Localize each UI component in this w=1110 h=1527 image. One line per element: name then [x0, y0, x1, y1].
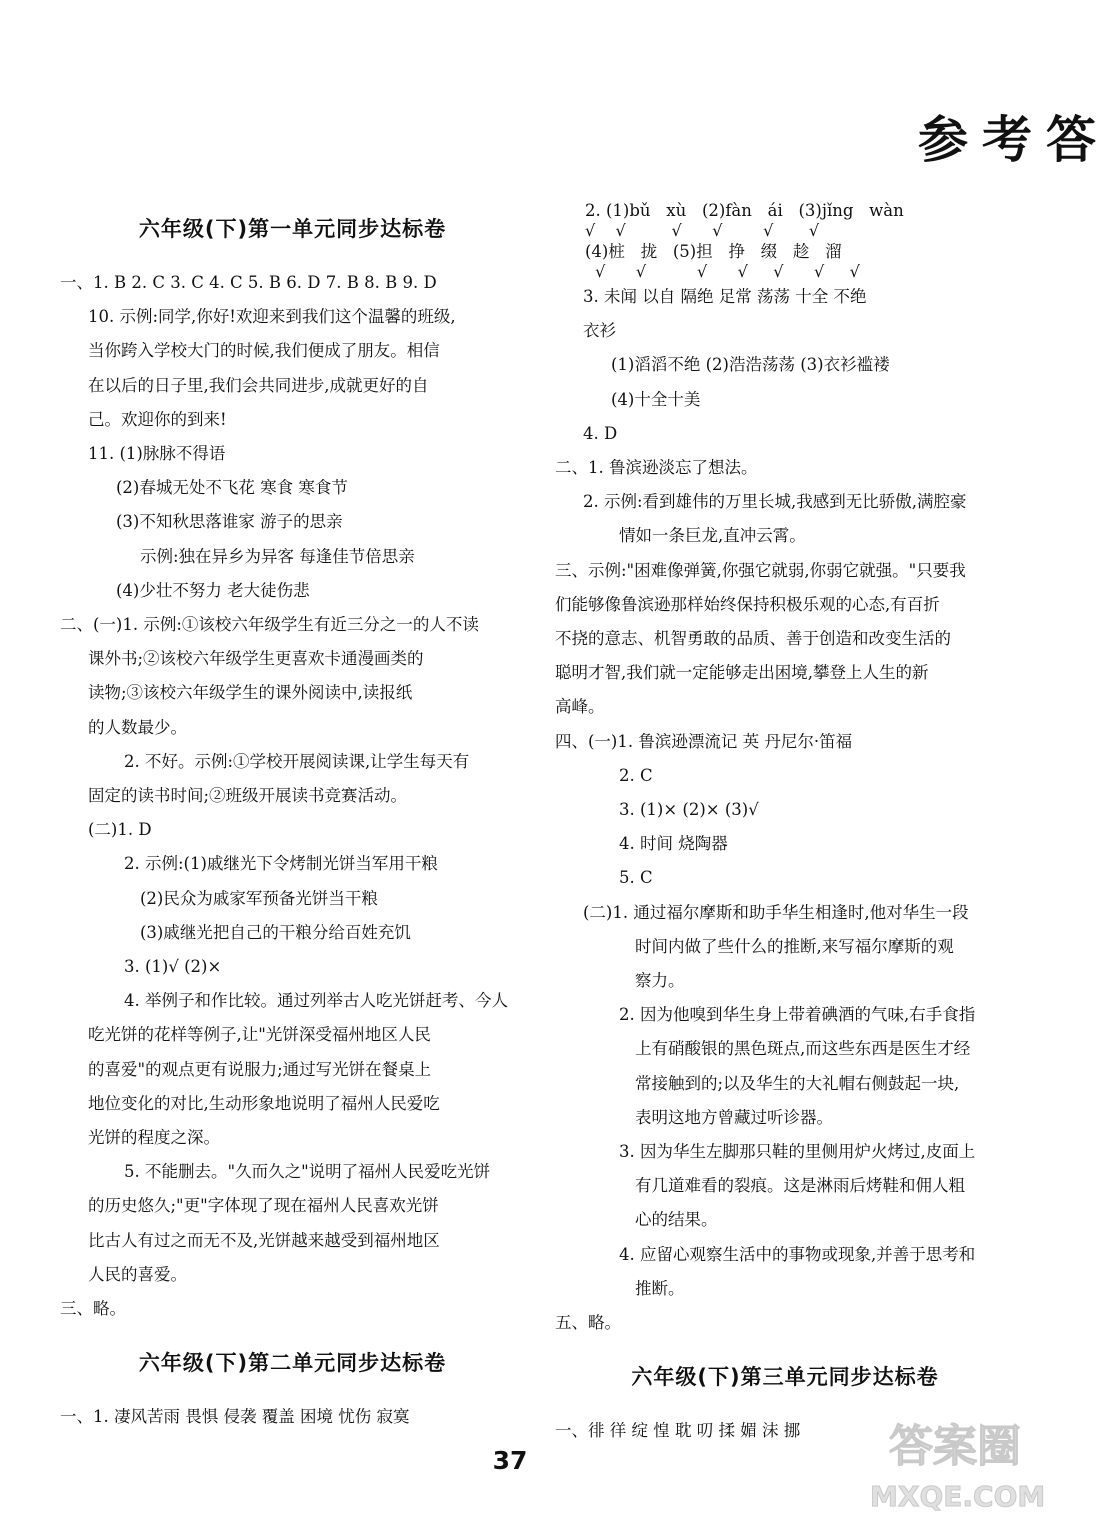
answer-line: 高峰。 — [555, 697, 605, 717]
left-column — [60, 210, 525, 1435]
answer-line: 在以后的日子里,我们会共同进步,成就更好的自 — [88, 375, 429, 395]
answer-line: 人民的喜爱。 — [88, 1264, 187, 1284]
answer-line: 不挠的意志、机智勇敢的品质、善于创造和改变生活的 — [555, 629, 951, 649]
pinyin-row: 2. (1)bǔ xù (2)fàn ái (3)jǐng wàn — [585, 201, 904, 220]
answer-line: 4. D — [583, 423, 618, 443]
answer-line: 地位变化的对比,生动形象地说明了福州人民爱吃 — [88, 1093, 440, 1113]
answer-line: 有几道难看的裂痕。这是淋雨后烤鞋和佣人粗 — [635, 1176, 965, 1196]
answer-line: 3. (1)× (2)× (3)√ — [619, 800, 759, 820]
answer-line: 心的结果。 — [635, 1210, 718, 1230]
answer-line: 吃光饼的花样等例子,让"光饼深受福州地区人民 — [88, 1025, 431, 1045]
answer-line: 5. 不能删去。"久而久之"说明了福州人民爱吃光饼 — [124, 1162, 491, 1182]
answer-line: 示例:独在异乡为异客 每逢佳节倍思亲 — [140, 546, 415, 566]
answer-line: (二)1. D — [88, 820, 152, 840]
watermark-logo — [870, 1410, 1046, 1522]
answer-line: 光饼的程度之深。 — [88, 1128, 220, 1148]
answer-line: 四、(一)1. 鲁滨逊漂流记 英 丹尼尔·笛福 — [555, 731, 853, 751]
answer-line: 4. 举例子和作比较。通过列举古人吃光饼赶考、今人 — [124, 991, 508, 1011]
answer-line: 3. 因为华生左脚那只鞋的里侧用炉火烤过,皮面上 — [619, 1142, 976, 1162]
answer-line: 们能够像鲁滨逊那样始终保持积极乐观的心态,有百折 — [555, 594, 940, 614]
answer-line: 的历史悠久;"更"字体现了现在福州人民喜欢光饼 — [88, 1196, 439, 1216]
answer-line: 当你跨入学校大门的时候,我们便成了朋友。相信 — [88, 341, 440, 361]
unit3-title: 六年级(下)第三单元同步达标卷 — [631, 1365, 939, 1390]
answer-line: (4)少壮不努力 老大徒伤悲 — [116, 580, 310, 600]
answer-line: 比古人有过之而无不及,光饼越来越受到福州地区 — [88, 1230, 440, 1250]
answer-line: 三、示例:"困难像弹簧,你强它就弱,你弱它就强。"只要我 — [555, 560, 966, 580]
answer-line: 察力。 — [635, 971, 685, 991]
watermark-text: 答案圈 — [889, 1421, 1021, 1472]
answer-line: 一、徘 徉 绽 惶 耽 叨 揉 媚 沫 挪 — [555, 1421, 801, 1441]
answer-line: 上有硝酸银的黑色斑点,而这些东西是医生才经 — [635, 1039, 971, 1059]
answer-line: 4. 时间 烧陶器 — [619, 834, 728, 854]
answer-line: 2. 因为他嗅到华生身上带着碘酒的气味,右手食指 — [619, 1005, 976, 1025]
answer-line: 己。欢迎你的到来! — [88, 409, 227, 429]
char-row: (4)桩 拢 (5)担 挣 缀 趁 溜 — [585, 242, 842, 261]
answer-line: (3)戚继光把自己的干粮分给百姓充饥 — [140, 922, 411, 942]
unit1-title: 六年级(下)第一单元同步达标卷 — [138, 217, 447, 241]
answer-line: 常接触到的;以及华生的大礼帽右侧鼓起一块, — [635, 1073, 960, 1093]
answer-line: 5. C — [619, 868, 653, 888]
answer-line: (3)不知秋思落谁家 游子的思亲 — [116, 512, 343, 532]
answer-line: (二)1. 通过福尔摩斯和助手华生相逢时,他对华生一段 — [583, 902, 969, 922]
answer-line: 一、1. 凄风苦雨 畏惧 侵袭 覆盖 困境 忧伤 寂寞 — [60, 1407, 410, 1427]
answer-line: 时间内做了些什么的推断,来写福尔摩斯的观 — [635, 936, 954, 956]
answer-line: 读物;③该校六年级学生的课外阅读中,读报纸 — [88, 683, 413, 703]
answer-line: 2. C — [619, 765, 653, 785]
check-marks-row: √ √ √ √ √ √ √ — [585, 262, 860, 281]
answer-line: 3. 未闻 以自 隔绝 足常 荡荡 十全 不绝 — [583, 287, 867, 306]
page-title: 参考答 — [918, 111, 1110, 169]
answer-line: 的喜爱"的观点更有说服力;通过写光饼在餐桌上 — [88, 1059, 432, 1079]
answer-line: 2. 示例:看到雄伟的万里长城,我感到无比骄傲,满腔豪 — [583, 492, 967, 512]
watermark-url: MXQE.COM — [870, 1480, 1046, 1513]
answer-line: 三、略。 — [60, 1299, 126, 1319]
answer-line: 二、(一)1. 示例:①该校六年级学生有近三分之一的人不读 — [60, 615, 479, 635]
answer-line: 2. 示例:(1)戚继光下令烤制光饼当军用干粮 — [124, 854, 438, 874]
answer-line: 五、略。 — [555, 1313, 621, 1333]
right-column — [555, 198, 1015, 1449]
answer-line: 11. (1)脉脉不得语 — [88, 444, 226, 464]
answer-line: 聪明才智,我们就一定能够走出困境,攀登上人生的新 — [555, 663, 929, 683]
answer-line: (1)滔滔不绝 (2)浩浩荡荡 (3)衣衫褴褛 — [611, 355, 890, 375]
answer-line: 推断。 — [635, 1278, 685, 1298]
answer-line: 衣衫 — [583, 321, 616, 341]
answer-line: 3. (1)√ (2)× — [124, 957, 222, 977]
page-number: 37 — [492, 1446, 528, 1475]
check-marks-row: √ √ √ √ √ √ — [585, 221, 820, 240]
answer-line: 的人数最少。 — [88, 717, 187, 737]
answer-line: (2)民众为戚家军预备光饼当干粮 — [140, 888, 378, 908]
answer-line: 10. 示例:同学,你好!欢迎来到我们这个温馨的班级, — [88, 307, 456, 327]
answer-line: 情如一条巨龙,直冲云霄。 — [619, 526, 806, 546]
answer-line: (2)春城无处不飞花 寒食 寒食节 — [116, 478, 348, 498]
unit2-title: 六年级(下)第二单元同步达标卷 — [138, 1351, 447, 1376]
answer-line: 课外书;②该校六年级学生更喜欢卡通漫画类的 — [88, 649, 424, 669]
answer-line: 表明这地方曾藏过听诊器。 — [635, 1107, 833, 1127]
answer-line: 二、1. 鲁滨逊淡忘了想法。 — [555, 458, 758, 478]
answer-line: 2. 不好。示例:①学校开展阅读课,让学生每天有 — [124, 751, 470, 771]
answer-line: 4. 应留心观察生活中的事物或现象,并善于思考和 — [619, 1244, 976, 1264]
answer-line: 固定的读书时间;②班级开展读书竞赛活动。 — [88, 786, 408, 806]
answer-line: 一、1. B 2. C 3. C 4. C 5. B 6. D 7. B 8. B 9. D — [60, 273, 437, 292]
answer-line: (4)十全十美 — [611, 389, 701, 409]
